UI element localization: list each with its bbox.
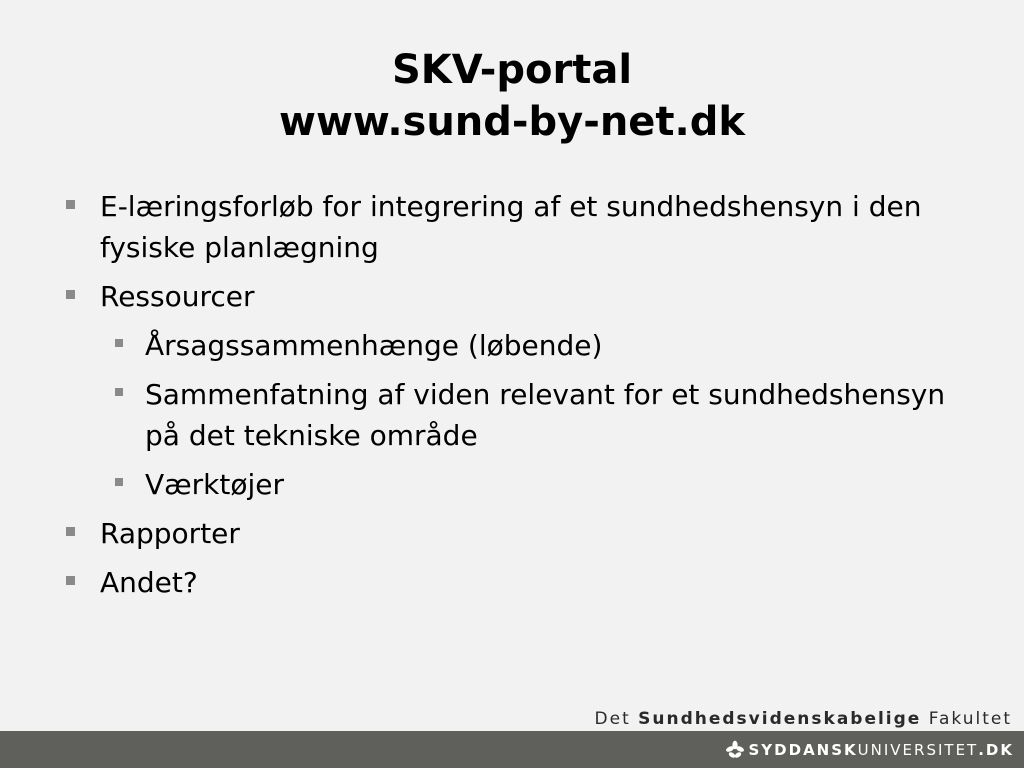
square-bullet-icon	[115, 478, 123, 486]
faculty-name	[595, 709, 1012, 729]
square-bullet-icon	[115, 339, 123, 347]
bullet-text: Årsagssammenhænge (løbende)	[145, 329, 603, 362]
bullet-item	[60, 513, 960, 554]
faculty-strong: Sundhedsvidenskabelige	[638, 709, 922, 729]
sdu-text-part2: UNIVERSITET	[857, 741, 979, 759]
sub-bullet-item	[60, 325, 960, 366]
sub-bullet-item	[60, 464, 960, 505]
faculty-prefix: Det	[594, 709, 631, 729]
square-bullet-icon	[66, 527, 75, 536]
square-bullet-icon	[66, 290, 75, 299]
square-bullet-icon	[66, 200, 75, 209]
square-bullet-icon	[66, 576, 75, 585]
bullet-text: Ressourcer	[100, 280, 255, 313]
sdu-leaf-icon	[725, 740, 745, 760]
bullet-text: Andet?	[100, 566, 198, 599]
bullet-list	[60, 186, 960, 611]
bullet-text: E-læringsforløb for integrering af et sundhedshensyn i den fysiske planlægning	[100, 190, 922, 264]
slide-title	[0, 44, 1024, 148]
bullet-item	[60, 186, 960, 268]
sdu-logo	[725, 740, 1015, 760]
title-line-2: www.sund-by-net.dk	[279, 99, 745, 145]
bullet-text: Værktøjer	[145, 468, 285, 501]
title-line-1: SKV-portal	[391, 47, 633, 93]
faculty-suffix: Fakultet	[928, 709, 1012, 729]
sdu-text-part3: .DK	[978, 741, 1014, 759]
bullet-text: Rapporter	[100, 517, 240, 550]
sdu-text-part1: SYDDANSK	[748, 741, 858, 759]
bullet-item	[60, 276, 960, 317]
bullet-item	[60, 562, 960, 603]
footer-bar	[0, 731, 1024, 768]
sub-bullet-item	[60, 374, 960, 456]
bullet-text: Sammenfatning af viden relevant for et sundhedshensyn på det tekniske område	[145, 378, 946, 452]
square-bullet-icon	[115, 388, 123, 396]
